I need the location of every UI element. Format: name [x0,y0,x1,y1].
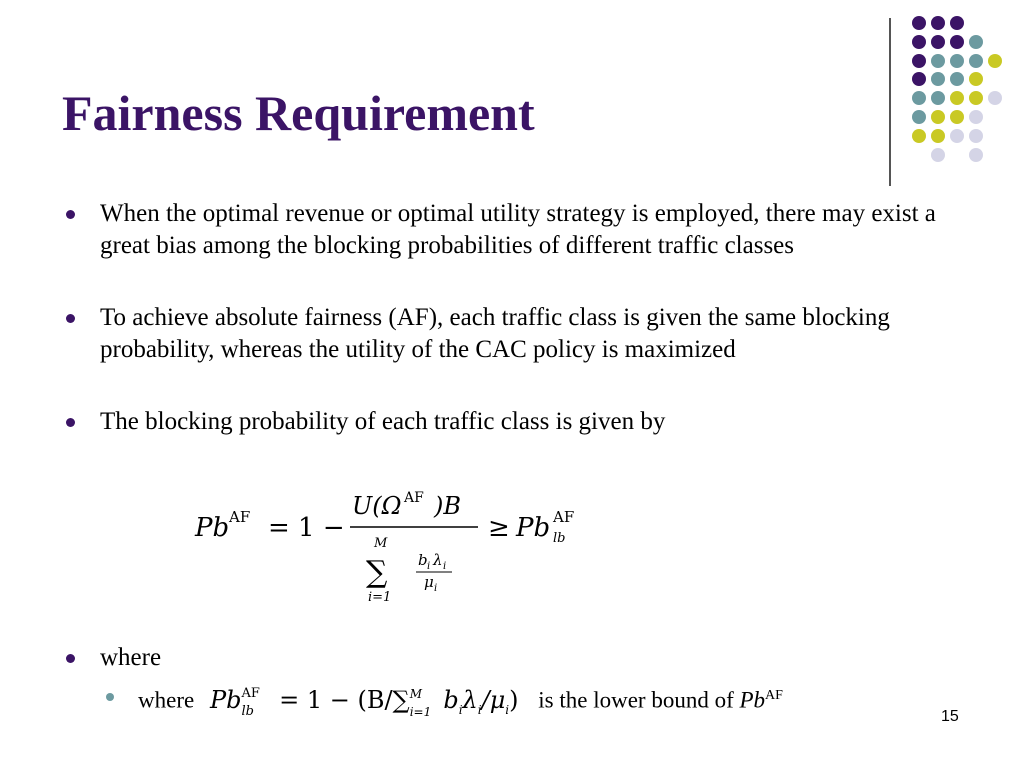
sub-formula-sub: lb [241,703,254,719]
bullet-item: where [100,642,980,674]
formula-rhs-sup: AF [553,508,575,526]
formula-rhs: Pb [516,513,551,543]
sub-formula-sum-scripts [409,686,436,719]
sub-formula-tail: b [443,685,459,714]
sub-formula-close: ) [509,685,519,714]
formula-frac-den: μ [424,573,434,591]
sub-bullet-symbol: Pb [739,687,766,713]
lower-bound-formula [210,684,519,726]
formula-sum-symbol: ∑ [366,555,388,590]
formula-lhs: Pb [195,513,230,543]
sub-formula-symbol: Pb [209,685,242,714]
sub-formula-tail2-sub: i [477,702,482,717]
bullet-item: When the optimal revenue or optimal utility strategy is employed, there may exist a great bias among the blocking probabilities of different traffic classes [100,198,980,262]
sub-bullet-item [138,680,783,725]
bullet-item: The blocking probability of each traffic class is given by [100,406,980,438]
sub-formula-sup: AF [241,685,260,701]
formula-numerator: U(Ω [352,492,402,520]
formula-sum-bottom: i=1 [368,590,392,605]
formula-eq-one: = 1 − [268,513,345,543]
formula-lhs-sup: AF [229,508,251,526]
formula-ge: ≥ [488,513,510,543]
sub-formula-tail-sub: i [458,702,463,717]
sub-formula-sum-sub: i=1 [409,704,432,719]
sub-bullet-lead: where [138,687,195,713]
slide-title: Fairness Requirement [62,85,535,141]
formula-rhs-sub: lb [553,531,566,546]
sub-bullet-trail: is the lower bound of [538,687,734,713]
sub-formula-tail3-sub: i [505,702,510,717]
sub-formula-rest: = 1 − (B/∑ [279,685,410,714]
sub-formula-tail2: λ [462,685,478,714]
formula-frac-num-sub: i [427,561,431,572]
sub-formula-tail3: /μ [481,685,506,714]
formula-numerator-sup: AF [404,490,424,506]
bullet-item: To achieve absolute fairness (AF), each traffic class is given the same blocking probability, whereas the utility of the CAC policy is maximized [100,302,980,366]
formula-frac-num2-sub: i [443,561,447,572]
page-number: 15 [941,708,959,725]
formula-frac-num2: λ [433,551,443,569]
formula-frac-den-sub: i [434,583,438,594]
sub-formula-sum-sup: M [409,686,422,701]
formula-frac-num: b [418,551,428,569]
sub-bullet-symbol-sup: AF [765,688,783,703]
formula-sum-top: M [374,536,388,551]
formula-numerator-end: )B [434,492,461,520]
sub-formula-scripts [241,685,271,719]
